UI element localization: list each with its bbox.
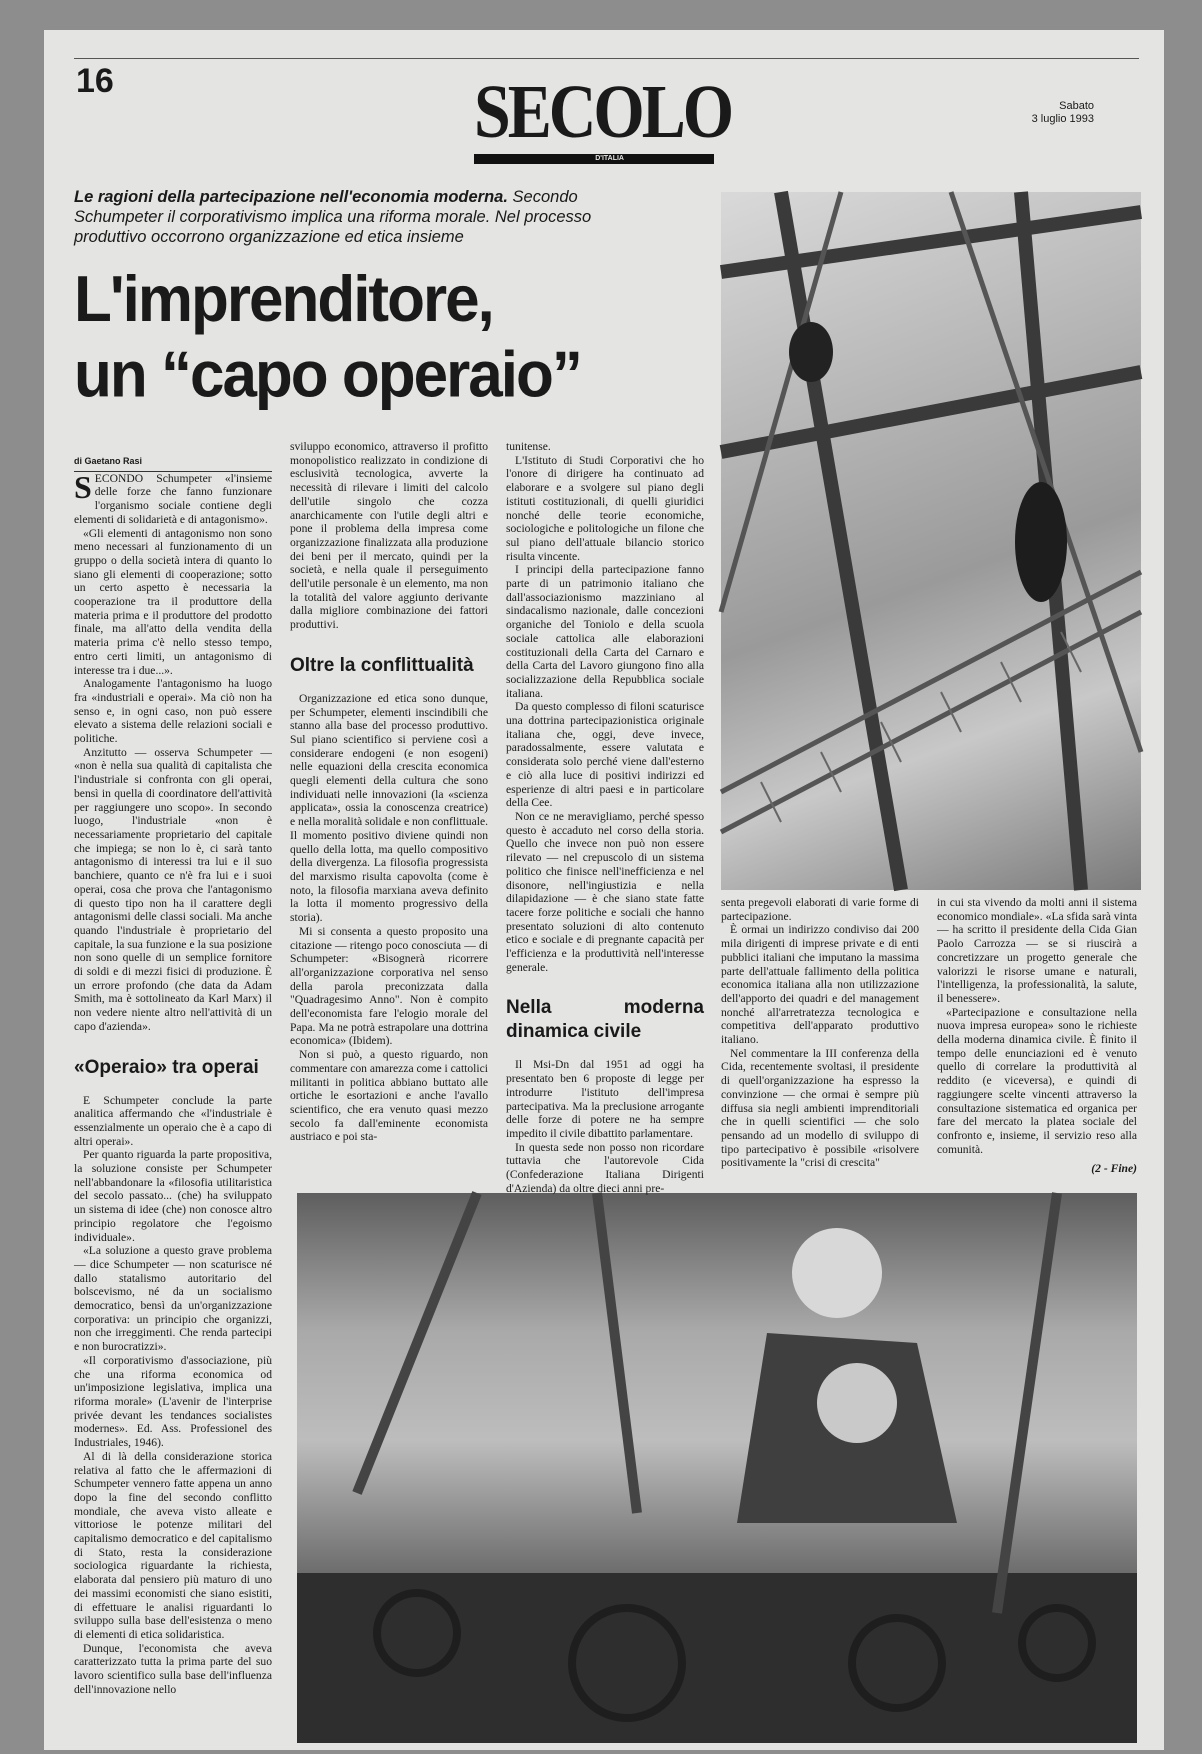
scaffold-illustration	[721, 192, 1141, 890]
column-3-paragraph-4: Da questo complesso di filoni scaturisce una dottrina partecipazionistica originale italiana che, oggi, deve invece, paradossalmente, essere valutata e considerata solo perché viene dall'esterno e ciò alla luce di positivi indirizzi ed esperienze di altri paesi e in particolare della Cee.	[506, 700, 704, 810]
dateline-date: 3 luglio 1993	[1031, 113, 1094, 125]
dateline-day: Sabato	[1059, 100, 1094, 112]
column-1-paragraph-2: «Gli elementi di antagonismo non sono meno necessari al funzionamento di un gruppo o della società intera di quanto lo siano gli elementi di cooperazione; sotto un certo aspetto è necessaria la cooperazione tra il produttore della materia prima e il produttore del prodotto finale, ma all'atto della vendita della materia prima c'è nello stesso tempo, entro certi limiti, un antagonismo di interesse tra i due...».	[74, 526, 272, 677]
masthead	[474, 70, 732, 164]
machinery-illustration	[297, 1193, 1137, 1743]
column-2-paragraph-3: Mi si consenta a questo proposito una citazione — ritengo poco conosciuta — di Schumpeter: «Bisognerà ricorrere all'organizzazione corporativa nel senso della parola preconizzata dalla "Quadragesimo Anno". Non è compito dell'economista fare l'elogio morale del Papa. Ma ne potrà estrapolare una dottrina economica» (Ibidem).	[290, 924, 488, 1048]
article-kicker	[74, 187, 664, 247]
column-3-paragraph-2: L'Istituto di Studi Corporativi che ho l'onore di dirigere ha continuato ad elaborare e a svolgere sul piano degli istituti costituzionali, di quelli giuridici nonché delle teorie economiche, sociologiche e politologiche un filone che sul piano dell'attuale bilancio storico risulta vincente.	[506, 453, 704, 563]
article-end-mark: (2 - Fine)	[1091, 1162, 1137, 1176]
headline-line-1: L'imprenditore,	[74, 263, 493, 336]
kicker-bold: Le ragioni della partecipazione nell'economia moderna.	[74, 188, 508, 206]
article-column-1	[74, 455, 272, 1745]
article-column-2	[290, 440, 488, 1185]
column-4-paragraph-3: Nel commentare la III conferenza della Cida, recentemente svoltasi, il presidente di quell'organizzazione ha espresso la convinzione — che ormai è sempre più diffusa sia negli ambienti imprenditoriali che in quelli scientifici — che solo pensando ad un modello di sviluppo di tipo partecipativo è possibile «risolvere positivamente la "crisi di crescita"	[721, 1046, 919, 1170]
column-1-paragraph-1: SECONDO Schumpeter «l'insieme delle forze che fanno funzionare l'organismo sociale contiene degli elementi di solidarietà e di antagonismo».	[74, 468, 272, 526]
masthead-subtitle: D'ITALIA	[474, 154, 714, 164]
column-4-paragraph-2: È ormai un indirizzo condiviso dai 200 mila dirigenti di imprese private e di enti pubblici italiani che imputano la massima parte dell'attuale fallimento della politica economica italiana alla non utilizzazione dell'apporto dei quadri e del management nonché all'arretratezza tecnologica e competitiva dell'apparato produttivo italiano.	[721, 923, 919, 1047]
column-1-paragraph-9: Al di là della considerazione storica relativa al fatto che le affermazioni di Schumpeter vennero fatte appena un anno dopo la fine del secondo conflitto mondiale, che aveva visto alleate e vittoriose le potenze militari del capitalismo democratico e del capitalismo di Stato, resta la considerazione sociologica riguardante la richiesta, elaborata dal pensiero più maturo di uno dei massimi economisti che siano esistiti, di effettuare le analisi riguardanti lo sviluppo sulla base dell'esistenza o meno di elementi di etica solidaristica.	[74, 1449, 272, 1641]
column-1-paragraph-3: Analogamente l'antagonismo ha luogo fra «industriali e operai». Ma ciò non ha senso e, in ogni caso, non può essere elevato a sistema delle relazioni sociali e politiche.	[74, 677, 272, 746]
page-number: 16	[76, 62, 114, 100]
column-1-paragraph-4: Anzitutto — osserva Schumpeter — «non è nella sua qualità di capitalista che l'industriale si confronta con gli operai, bensì in quella di coordinatore dell'attività per raggiungere uno scopo». In secondo luogo, l'industriale «non è necessariamente proprietario del capitale che impiega; se non lo è, ci sarà tanto antagonismo di interessi tra lui e il suo banchiere, quanto ce n'è fra lui e i suoi operai, cosa che prova che l'antagonismo di questo tipo non ha il carattere degli antagonismi delle classi sociali. Ma anche quando l'industriale è proprietario del capitale, la sua funzione e la sua posizione non sono quelle di un semplice fornitore di soldi e di mezzi fisici di produzione. È un errore profondo (che data da Adam Smith, ma è sottolineato da Karl Marx) il non vedere niente altro nell'attività di un capo d'azienda».	[74, 745, 272, 1033]
article-column-3	[506, 440, 704, 1195]
column-1-paragraph-8: «Il corporativismo d'associazione, più che una riforma economica od un'imposizione legislativa, implica una riforma morale» (L'avenir de l'interprise privée devant les tendances socialistes modernes». Ed. Ass. Professionel des Industriales, 1946).	[74, 1353, 272, 1450]
column-3-paragraph-1: tunitense.	[506, 440, 551, 453]
article-headline	[74, 262, 674, 413]
column-1-paragraph-10: Dunque, l'economista che aveva caratterizzato tutta la prima parte del suo lavoro scientifico sulla base dell'influenza dell'innovazione nello	[74, 1641, 272, 1696]
column-2-paragraph-4: Non si può, a questo riguardo, non commentare con amarezza come i cattolici militanti in politica abbiano buttato alle ortiche le esortazioni e anche l'avallo scientifico, che era venuto quasi mezzo secolo fa dall'eminente economista austriaco e poi sta-	[290, 1048, 488, 1144]
column-2-paragraph-2: Organizzazione ed etica sono dunque, per Schumpeter, elementi inscindibili che stanno alla base del processo produttivo. Sul piano scientifico si perviene così a considerare endogeni (e non esogeni) nelle equazioni della crescita economica quegli elementi della cultura che sono individuati nelle innovazioni (la «scienza applicata», ossia la conoscenza creatrice) e nella moralità solidale e non conflittuale. Il momento positivo diviene quindi non quello della lotta, ma quello compositivo della divergenza. La filosofia progressista del marxismo risulta capovolta (come è noto, la filosofia marxiana aveva definito la lotta il momento progressivo della storia).	[290, 691, 488, 925]
dateline	[1032, 100, 1094, 126]
column-3-paragraph-5: Non ce ne meravigliamo, perché spesso questo è accaduto nel corso della storia. Quello che invece non può non essere rilevato — nel crepuscolo di un sistema politico che finisce nell'inefficienza e nel disonore, nell'ingiustizia e nella dilapidazione — è che siano state fatte tacere forze politiche e sociali che hanno presentato soluzioni di alto contenuto etico e sociale e di pregnante capacità per l'efficienza e la produttività nell'interesse generale.	[506, 809, 704, 974]
column-1-paragraph-6: Per quanto riguarda la parte propositiva, la soluzione consiste per Schumpeter nell'abbandonare la «filosofia utilitaristica del secolo passato... (che) ha sviluppato un sistema di idee (che) non conosce altro principio regolatore che l'egoismo individuale».	[74, 1148, 272, 1244]
column-4-paragraph-1: senta pregevoli elaborati di varie forme di partecipazione.	[721, 896, 919, 923]
article-column-4	[721, 896, 919, 1186]
column-3-paragraph-6: Il Msi-Dn dal 1951 ad oggi ha presentato ben 6 proposte di legge per introdurre l'istituto dell'impresa partecipativa. Ma la preclusione arrogante delle forze di potere ne ha sempre impedito il civile dibattito parlamentare.	[506, 1058, 704, 1140]
column-1-paragraph-5: E Schumpeter conclude la parte analitica affermando che «l'industriale è essenzialmente un operaio che è a capo di altri operai».	[74, 1093, 272, 1148]
column-1-paragraph-7: «La soluzione a questo grave problema — dice Schumpeter — non scaturisce né dallo statalismo autoritario del bolscevismo, né da un socialismo democratico, bensì da un'organizzazione corporativa: un principio che organizzi, non che irreggimenti. Che renda partecipi e non burocratizzi».	[74, 1244, 272, 1354]
top-rule	[74, 58, 1139, 59]
subheading-conflittualita: Oltre la conflittualità	[290, 654, 474, 676]
masthead-name: SECOLO	[474, 70, 732, 155]
newspaper-page	[44, 30, 1164, 1750]
photo-worker-with-machinery	[297, 1193, 1137, 1743]
column-5-paragraph-1: in cui sta vivendo da molti anni il sistema economico mondiale». «La sfida sarà vinta — ha scritto il presidente della Cida Gian Paolo Carrozza — se si riuscirà a concretizzare un progetto generale che valorizzi le risorse umane e naturali, l'intelligenza, la professionalità, la salute, il benessere».	[937, 896, 1137, 1005]
column-2-paragraph-1: sviluppo economico, attraverso il profitto monopolistico realizzato in condizione di esclusività tecnologica, avverte la necessità di rilevare i limiti del calcolo dell'utile singolo che cozza anarchicamente con l'utile degli altri e pone il problema della impresa come organizzazione finalizzata alla produzione dei beni per il mercato, quindi per la società, e nella quale il perseguimento dell'utile personale è un elemento, ma non la totalità del valore aggiunto derivante dalla migliore combinazione dei fattori produttivi.	[290, 440, 488, 632]
article-column-5	[937, 896, 1137, 1186]
column-3-paragraph-3: I principi della partecipazione fanno parte di un patrimonio italiano che dall'associazionismo mazziniano al sindacalismo nazionale, dalle concezioni organiche del Toniolo e della scuola sociale cattolica alle elaborazioni costituzionali della Carta del Carnaro e della Carta del Lavoro giungono fino alla socializzazione della Repubblica sociale italiana.	[506, 563, 704, 700]
kicker-rest: Secondo Schumpeter il corporativismo implica una riforma morale. Nel processo produttivo occorrono organizzazione ed etica insieme	[74, 188, 592, 246]
headline-line-2: un “capo operaio”	[74, 338, 581, 412]
subheading-operaio: «Operaio» tra operai	[74, 1056, 259, 1078]
byline: di Gaetano Rasi	[74, 455, 272, 472]
dropcap: S	[74, 468, 92, 505]
column-3-paragraph-7: In questa sede non posso non ricordare tuttavia che l'autorevole Cida (Confederazione Italiana Dirigenti d'Azienda) da oltre dieci anni pre-	[506, 1140, 704, 1195]
column-5-paragraph-2: «Partecipazione e consultazione nella nuova impresa europea» sono le richieste della moderna dinamica civile. È finito il tempo delle enunciazioni ed è venuto quello di correlare la produttività al reddito (e viceversa), e quindi di raggiungere scelte vincenti attraverso la consultazione sistematica ed organica per fare del mercato la platea sociale del confronto e, insieme, il servizio reso alla comunità.	[937, 1005, 1137, 1156]
subheading-dinamica-civile: Nella moderna dinamica civile	[506, 997, 704, 1043]
photo-workers-on-scaffold	[721, 192, 1141, 890]
